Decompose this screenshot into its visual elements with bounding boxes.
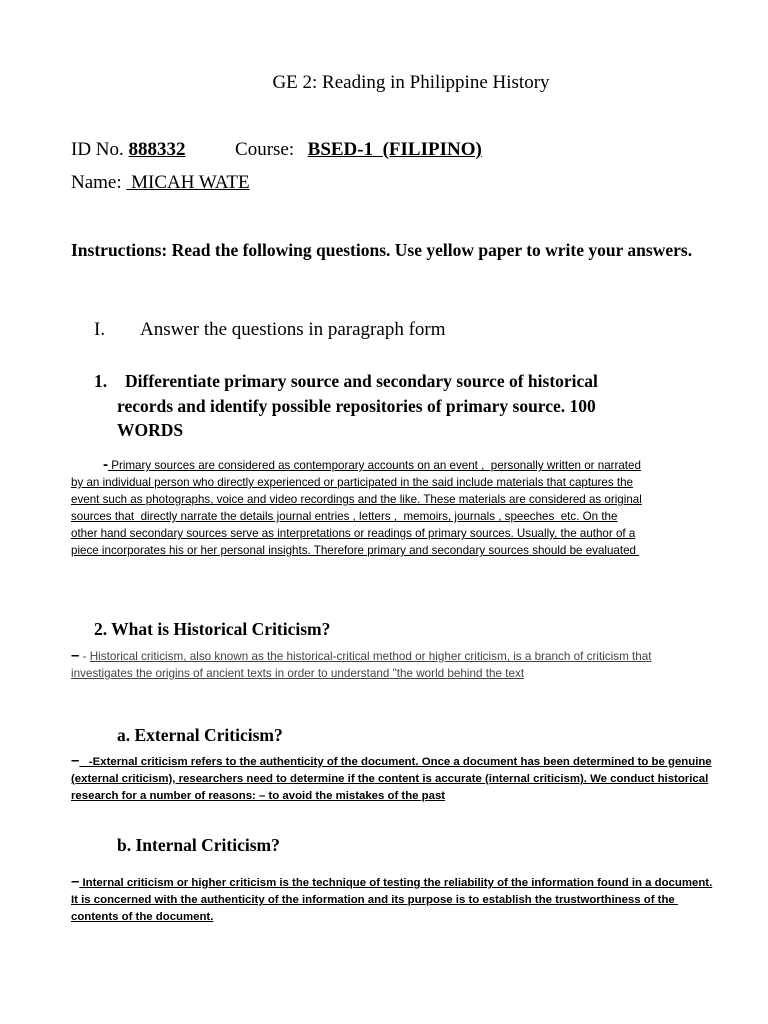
course-label: Course: (235, 139, 295, 160)
question-b: b. Internal Criticism? (117, 835, 280, 855)
answer-1-line: by an individual person who directly experienced or participated in the said include materials that captures the (71, 476, 633, 489)
question-a: a. External Criticism? (117, 725, 283, 745)
answer-b (71, 873, 712, 926)
answer-1-line: Primary sources are considered as contemporary accounts on an event , personally written or narrated (108, 459, 641, 472)
answer-1-line: piece incorporates his or her personal insights. Therefore primary and secondary sources should be evaluated (71, 544, 640, 557)
question-1-number: 1. (94, 371, 108, 391)
answer-1-dash: - (103, 456, 108, 473)
id-value: 888332 (128, 139, 186, 160)
answer-a-line: research for a number of reasons: – to avoid the mistakes of the past (71, 790, 446, 802)
answer-a-line: (external criticism), researchers need to determine if the content is accurate (internal criticism). We conduct historical (71, 773, 709, 785)
name-value: MICAH WATE (126, 172, 250, 193)
question-1-line-1: Differentiate primary source and secondary source of historical (125, 371, 598, 391)
answer-2 (71, 647, 652, 682)
section-number: I. (94, 319, 106, 340)
course-value: BSED-1 (FILIPINO) (307, 139, 482, 160)
answer-2-line: investigates the origins of ancient texts in order to understand "the world behind the text (71, 667, 525, 680)
answer-b-line: It is concerned with the authenticity of the information and its purpose is to establish the trustworthiness of the (71, 894, 678, 906)
instructions: Instructions: Read the following questions. Use yellow paper to write your answers. (71, 240, 693, 260)
answer-a (71, 752, 712, 805)
answer-1-line: sources that directly narrate the details journal entries , letters , memoirs, journals , speeches etc. On the (71, 510, 618, 523)
answer-1 (71, 456, 642, 559)
answer-a-dash: – (71, 752, 80, 769)
answer-2-prefix: - (79, 650, 90, 663)
answer-b-line: contents of the document. (71, 911, 214, 923)
answer-a-line: -External criticism refers to the authenticity of the document. Once a document has been determined to be genuine (79, 756, 712, 768)
answer-1-line: other hand secondary sources serve as interpretations or readings of primary sources. Usually, the author of a (71, 527, 636, 540)
answer-b-line: Internal criticism or higher criticism is the technique of testing the reliability of the information found in a document. (79, 877, 713, 889)
student-name-row (71, 172, 250, 194)
answer-2-line: Historical criticism, also known as the historical-critical method or higher criticism, is a branch of criticism that (89, 650, 652, 663)
section-heading (94, 319, 446, 341)
question-1-line-2: records and identify possible repositories of primary source. 100 (117, 395, 596, 416)
answer-2-dash: – (71, 647, 80, 664)
answer-1-line: event such as photographs, voice and video recordings and the like. These materials are considered as original (71, 493, 642, 506)
name-label: Name: (71, 172, 122, 193)
question-1 (94, 369, 754, 443)
question-1-line-3: WORDS (117, 420, 184, 440)
section-text: Answer the questions in paragraph form (140, 319, 446, 340)
student-id-row (71, 139, 482, 161)
document-title: GE 2: Reading in Philippine History (272, 72, 550, 93)
question-2: 2. What is Historical Criticism? (94, 619, 331, 639)
answer-b-dash: – (71, 873, 80, 890)
id-label: ID No. (71, 139, 124, 160)
